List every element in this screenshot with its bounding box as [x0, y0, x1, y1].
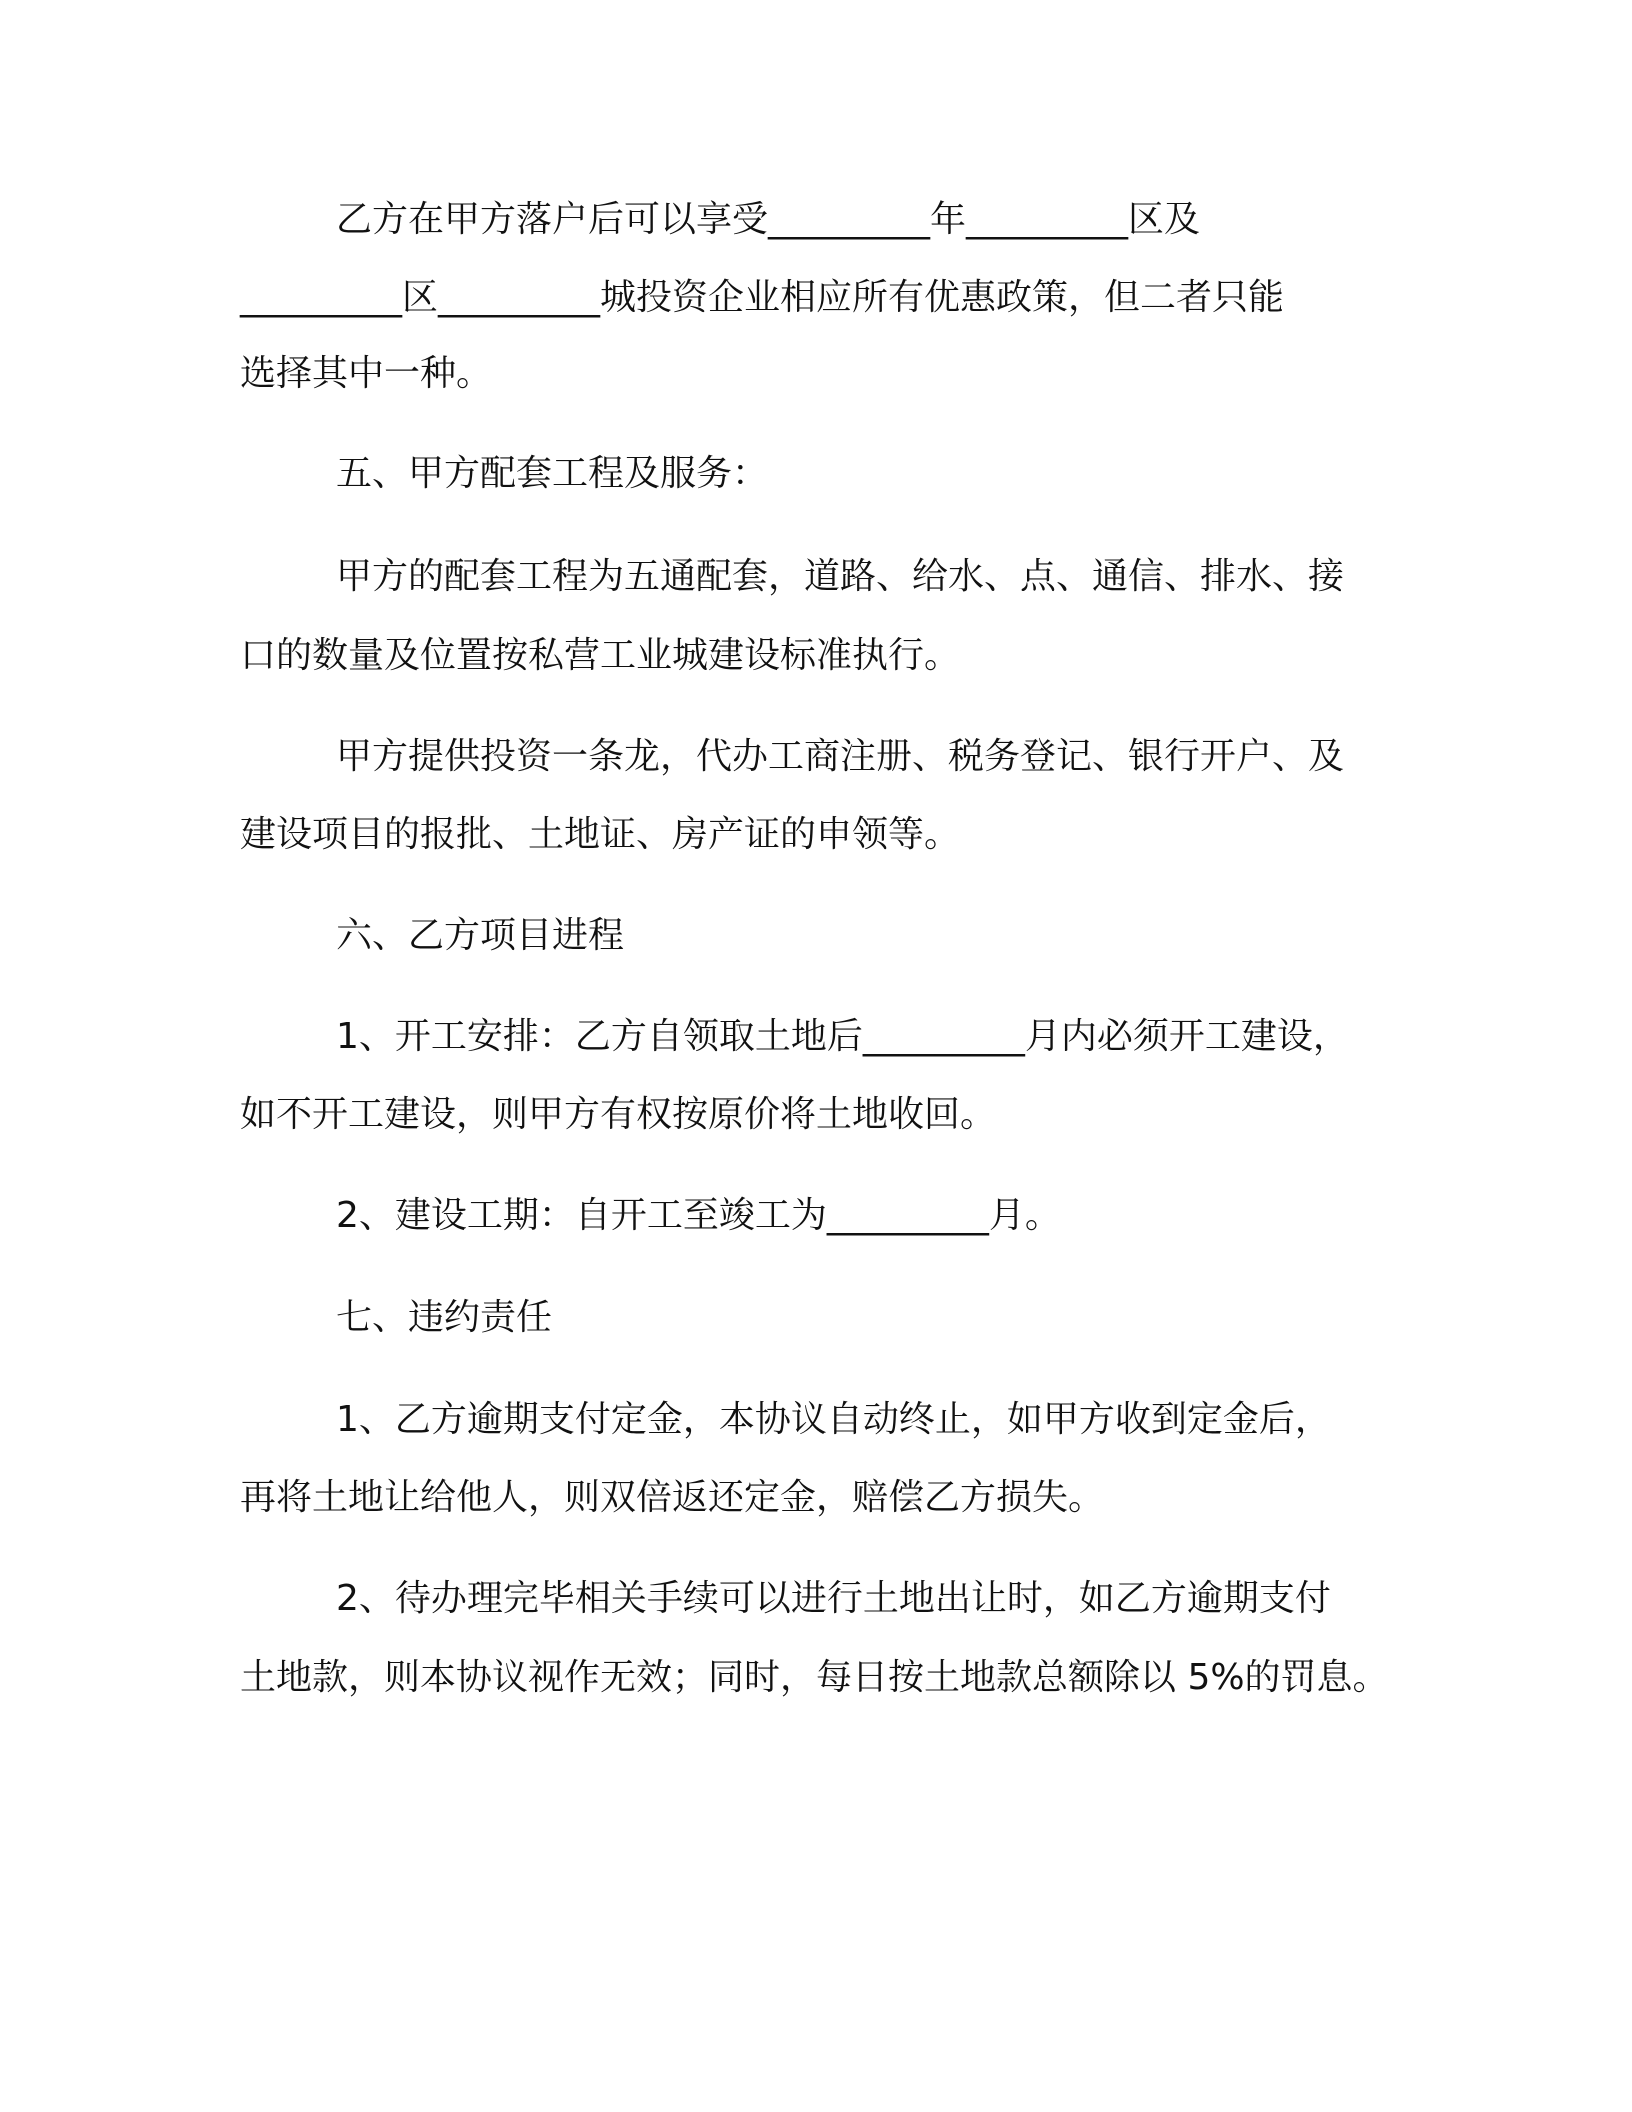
- section-6-item-1-line-2: 如不开工建设，则甲方有权按原价将土地收回。: [240, 1094, 997, 1135]
- section-6-item-2: 2、建设工期：自开工至竣工为_________月。: [336, 1195, 1061, 1236]
- section-7-item-1-line-1: 1、乙方逾期支付定金，本协议自动终止，如甲方收到定金后，: [336, 1399, 1331, 1440]
- section-7-item-2-line-1: 2、待办理完毕相关手续可以进行土地出让时，如乙方逾期支付: [336, 1578, 1331, 1619]
- section-6-heading: 六、乙方项目进程: [336, 915, 625, 956]
- clause-4-line-2: _________区_________城投资企业相应所有优惠政策，但二者只能: [240, 277, 1285, 318]
- clause-4-line-1: 乙方在甲方落户后可以享受_________年_________区及: [336, 199, 1201, 240]
- section-7-item-2-line-2: 土地款，则本协议视作无效；同时，每日按土地款总额除以 5%的罚息。: [240, 1657, 1389, 1698]
- clause-4-line-3: 选择其中一种。: [240, 353, 493, 394]
- section-5-para-1-line-1: 甲方的配套工程为五通配套，道路、给水、点、通信、排水、接: [336, 556, 1345, 597]
- section-7-item-1-line-2: 再将土地让给他人，则双倍返还定金，赔偿乙方损失。: [240, 1477, 1105, 1518]
- section-6-item-1-line-1: 1、开工安排：乙方自领取土地后_________月内必须开工建设，: [336, 1016, 1349, 1057]
- section-7-heading: 七、违约责任: [336, 1297, 553, 1338]
- section-5-para-1-line-2: 口的数量及位置按私营工业城建设标准执行。: [240, 635, 961, 676]
- section-5-para-2-line-1: 甲方提供投资一条龙，代办工商注册、税务登记、银行开户、及: [336, 736, 1345, 777]
- section-5-para-2-line-2: 建设项目的报批、土地证、房产证的申领等。: [240, 814, 961, 855]
- section-5-heading: 五、甲方配套工程及服务：: [336, 453, 769, 494]
